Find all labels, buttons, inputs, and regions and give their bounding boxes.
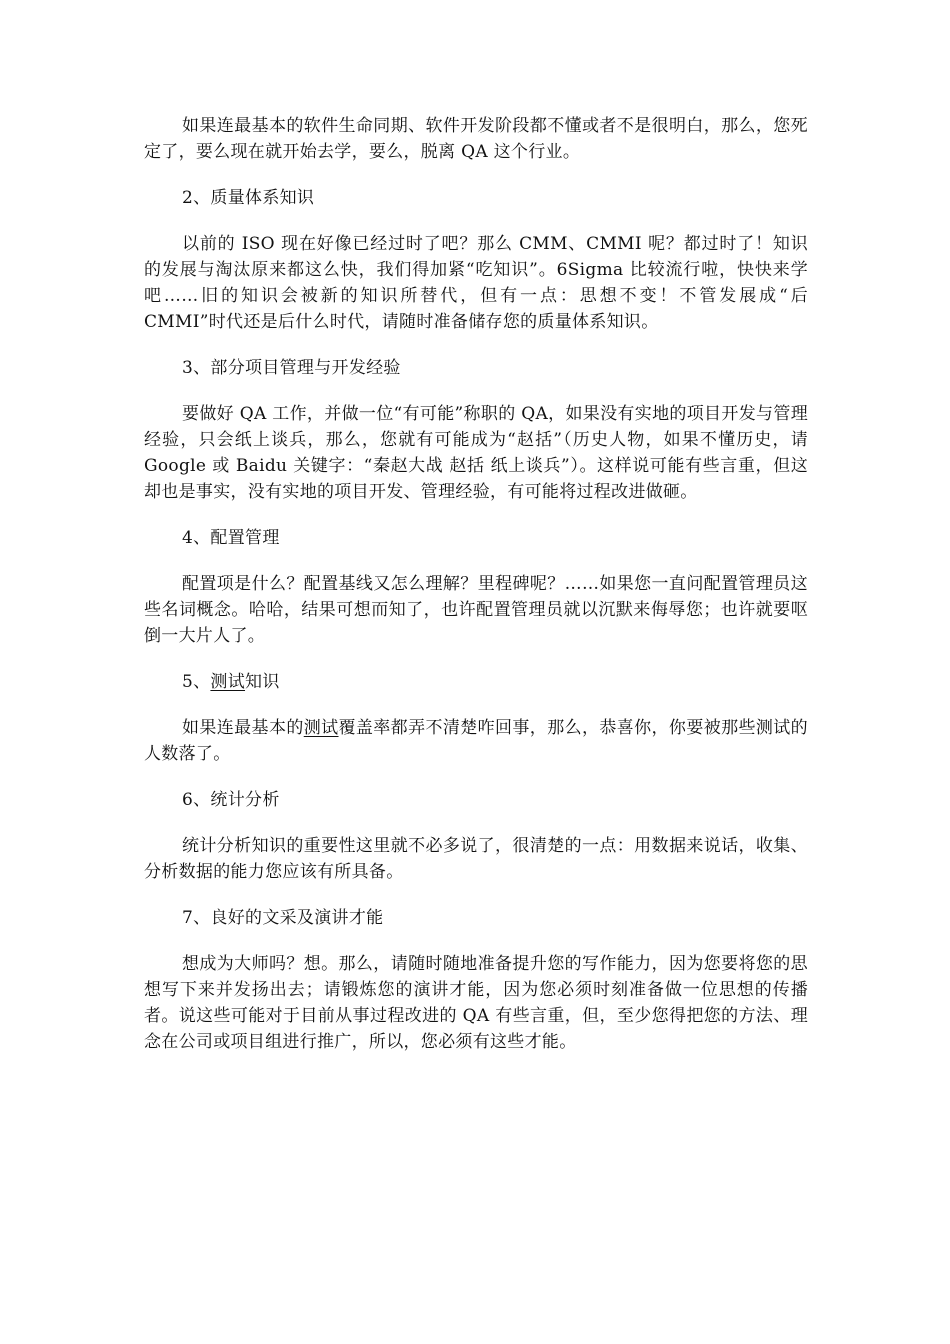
section-6-heading: 6、统计分析 xyxy=(182,790,280,810)
section-5-heading-rest: 知识 xyxy=(245,672,280,692)
section-7-heading: 7、良好的文采及演讲才能 xyxy=(182,908,384,928)
section-3-body: 要做好 QA 工作，并做一位“有可能”称职的 QA，如果没有实地的项目开发与管理经验，只会纸上谈兵，那么，您就有可能成为“赵括”（历史人物，如果不懂历史，请 Google 或 Baidu 关键字：“秦赵大战 赵括 纸上谈兵”）。这样说可能有些言重，但这却也是事实，没有实地的项目开发、管理经验，有可能将过程改进做砸。 xyxy=(144,404,808,502)
section-2-body: 以前的 ISO 现在好像已经过时了吧？那么 CMM、CMMI 呢？都过时了！知识的发展与淘汰原来都这么快，我们得加紧“吃知识”。6Sigma 比较流行啦，快快来学吧……旧的知识会被新的知识所替代，但有一点：思想不变！不管发展成“后 CMMI”时代还是后什么时代，请随时准备储存您的质量体系知识。 xyxy=(144,234,808,332)
section-4-body: 配置项是什么？配置基线又怎么理解？里程碑呢？……如果您一直问配置管理员这些名词概念。哈哈，结果可想而知了，也许配置管理员就以沉默来侮辱您；也许就要呕倒一大片人了。 xyxy=(144,574,808,646)
section-5-body-pre: 如果连最基本的 xyxy=(182,718,304,738)
section-5-heading xyxy=(144,669,808,695)
section-4-heading: 4、配置管理 xyxy=(182,528,280,548)
intro-paragraph: 如果连最基本的软件生命同期、软件开发阶段都不懂或者不是很明白，那么，您死定了，要么现在就开始去学，要么，脱离 QA 这个行业。 xyxy=(144,116,808,162)
section-5-body xyxy=(144,715,808,767)
section-6-body: 统计分析知识的重要性这里就不必多说了，很清楚的一点：用数据来说话，收集、分析数据的能力您应该有所具备。 xyxy=(144,836,808,882)
section-2-heading: 2、质量体系知识 xyxy=(182,188,315,208)
section-5-heading-number: 5、 xyxy=(182,672,211,692)
document-page xyxy=(144,113,808,1055)
test-link-heading[interactable]: 测试 xyxy=(210,672,246,692)
section-3-heading: 3、部分项目管理与开发经验 xyxy=(182,358,401,378)
section-5-body-post: 覆盖率都弄不清楚咋回事，那么，恭喜你，你要被那些测试的人数落了。 xyxy=(144,718,808,764)
test-link-body[interactable]: 测试 xyxy=(303,718,339,738)
section-7-body: 想成为大师吗？想。那么，请随时随地准备提升您的写作能力，因为您要将您的思想写下来并发扬出去；请锻炼您的演讲才能，因为您必须时刻准备做一位思想的传播者。说这些可能对于目前从事过程改进的 QA 有些言重，但，至少您得把您的方法、理念在公司或项目组进行推广，所以，您必须有这些才能。 xyxy=(144,954,808,1052)
